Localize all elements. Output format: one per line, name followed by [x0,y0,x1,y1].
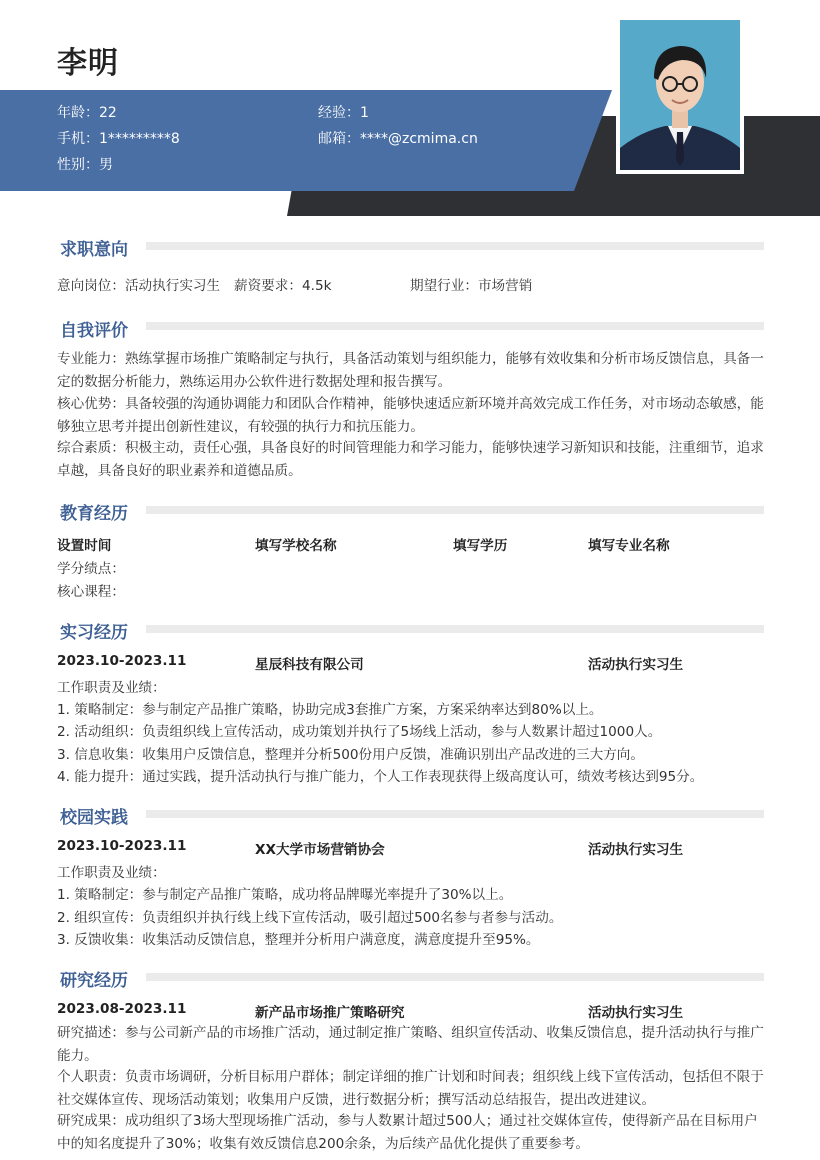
self-eval-paragraph: 专业能力：熟练掌握市场推广策略制定与执行，具备活动策划与组织能力，能够有效收集和分析市场反馈信息，具备一定的数据分析能力，熟练运用办公软件进行数据处理和报告撰写。 [57,351,764,390]
intent-salary: 薪资要求：4.5k [234,278,332,294]
research-paragraph: 个人职责：负责市场调研，分析目标用户群体；制定详细的推广计划和时间表；组织线上线下宣传活动，包括但不限于社交媒体宣传、现场活动策划；收集用户反馈，进行数据分析；撰写活动总结报告，提出改进建议。 [57,1069,764,1108]
email-info: 邮箱：****@zcmima.cn [318,131,478,147]
campus-duty-title: 工作职责及业绩： [57,865,166,881]
self-eval-paragraph: 核心优势：具备较强的沟通协调能力和团队合作精神，能够快速适应新环境并高效完成工作任务，对市场动态敏感，能够独立思考并提出创新性建议，有较强的执行力和抗压能力。 [57,396,764,435]
campus-item: 1. 策略制定：参与制定产品推广策略，成功将品牌曝光率提升了30%以上。 [57,887,513,903]
intent-industry: 期望行业：市场营销 [410,278,533,294]
campus-role: 活动执行实习生 [588,842,684,858]
intern-org: 星辰科技有限公司 [255,657,364,673]
intern-duty-title: 工作职责及业绩： [57,680,166,696]
edu-school: 填写学校名称 [255,538,337,554]
edu-courses: 核心课程： [57,584,125,600]
research-role: 活动执行实习生 [588,1005,684,1021]
section-title-research: 研究经历 [60,971,128,991]
section-divider [146,810,764,818]
section-title-edu: 教育经历 [60,504,128,524]
campus-item: 2. 组织宣传：负责组织并执行线上线下宣传活动，吸引超过500名参与者参与活动。 [57,910,563,926]
campus-time: 2023.10-2023.11 [57,838,187,854]
experience-info: 经验：1 [318,105,369,121]
intern-item: 3. 信息收集：收集用户反馈信息，整理并分析500份用户反馈，准确识别出产品改进的三大方向。 [57,747,644,763]
section-title-intern: 实习经历 [60,623,128,643]
intern-time: 2023.10-2023.11 [57,653,187,669]
portrait-icon [620,20,740,170]
intern-item: 2. 活动组织：负责组织线上宣传活动，成功策划并执行了5场线上活动，参与人数累计超过1000人。 [57,724,662,740]
section-title-intent: 求职意向 [60,240,128,260]
research-title: 新产品市场推广策略研究 [255,1005,405,1021]
intent-position: 意向岗位：活动执行实习生 [57,278,221,294]
section-divider [146,322,764,330]
edu-major: 填写专业名称 [588,538,670,554]
research-paragraph: 研究成果：成功组织了3场大型现场推广活动，参与人数累计超过500人；通过社交媒体宣传，使得新产品在目标用户中的知名度提升了30%；收集有效反馈信息200余条，为后续产品优化提供了重要参考。 [57,1113,758,1152]
section-divider [146,506,764,514]
campus-item: 3. 反馈收集：收集活动反馈信息，整理并分析用户满意度，满意度提升至95%。 [57,932,540,948]
section-title-self: 自我评价 [60,321,128,341]
section-divider [146,973,764,981]
research-paragraph: 研究描述：参与公司新产品的市场推广活动，通过制定推广策略、组织宣传活动、收集反馈信息，提升活动执行与推广能力。 [57,1025,764,1064]
section-divider [146,625,764,633]
edu-gpa: 学分绩点： [57,561,125,577]
section-divider [146,242,764,250]
edu-time: 设置时间 [57,538,112,554]
candidate-name: 李明 [57,46,119,81]
age-info: 年龄：22 [57,105,117,121]
campus-org: XX大学市场营销协会 [255,842,385,858]
gender-info: 性别：男 [57,157,113,173]
phone-info: 手机：1*********8 [57,131,180,147]
intern-role: 活动执行实习生 [588,657,684,673]
intern-item: 1. 策略制定：参与制定产品推广策略，协助完成3套推广方案，方案采纳率达到80%以上。 [57,702,603,718]
intern-item: 4. 能力提升：通过实践，提升活动执行与推广能力，个人工作表现获得上级高度认可，绩效考核达到95分。 [57,769,704,785]
self-eval-paragraph: 综合素质：积极主动，责任心强，具备良好的时间管理能力和学习能力，能够快速学习新知识和技能，注重细节，追求卓越，具备良好的职业素养和道德品质。 [57,440,764,479]
profile-photo [616,16,744,174]
research-time: 2023.08-2023.11 [57,1001,187,1017]
edu-degree: 填写学历 [453,538,508,554]
section-title-campus: 校园实践 [60,808,128,828]
